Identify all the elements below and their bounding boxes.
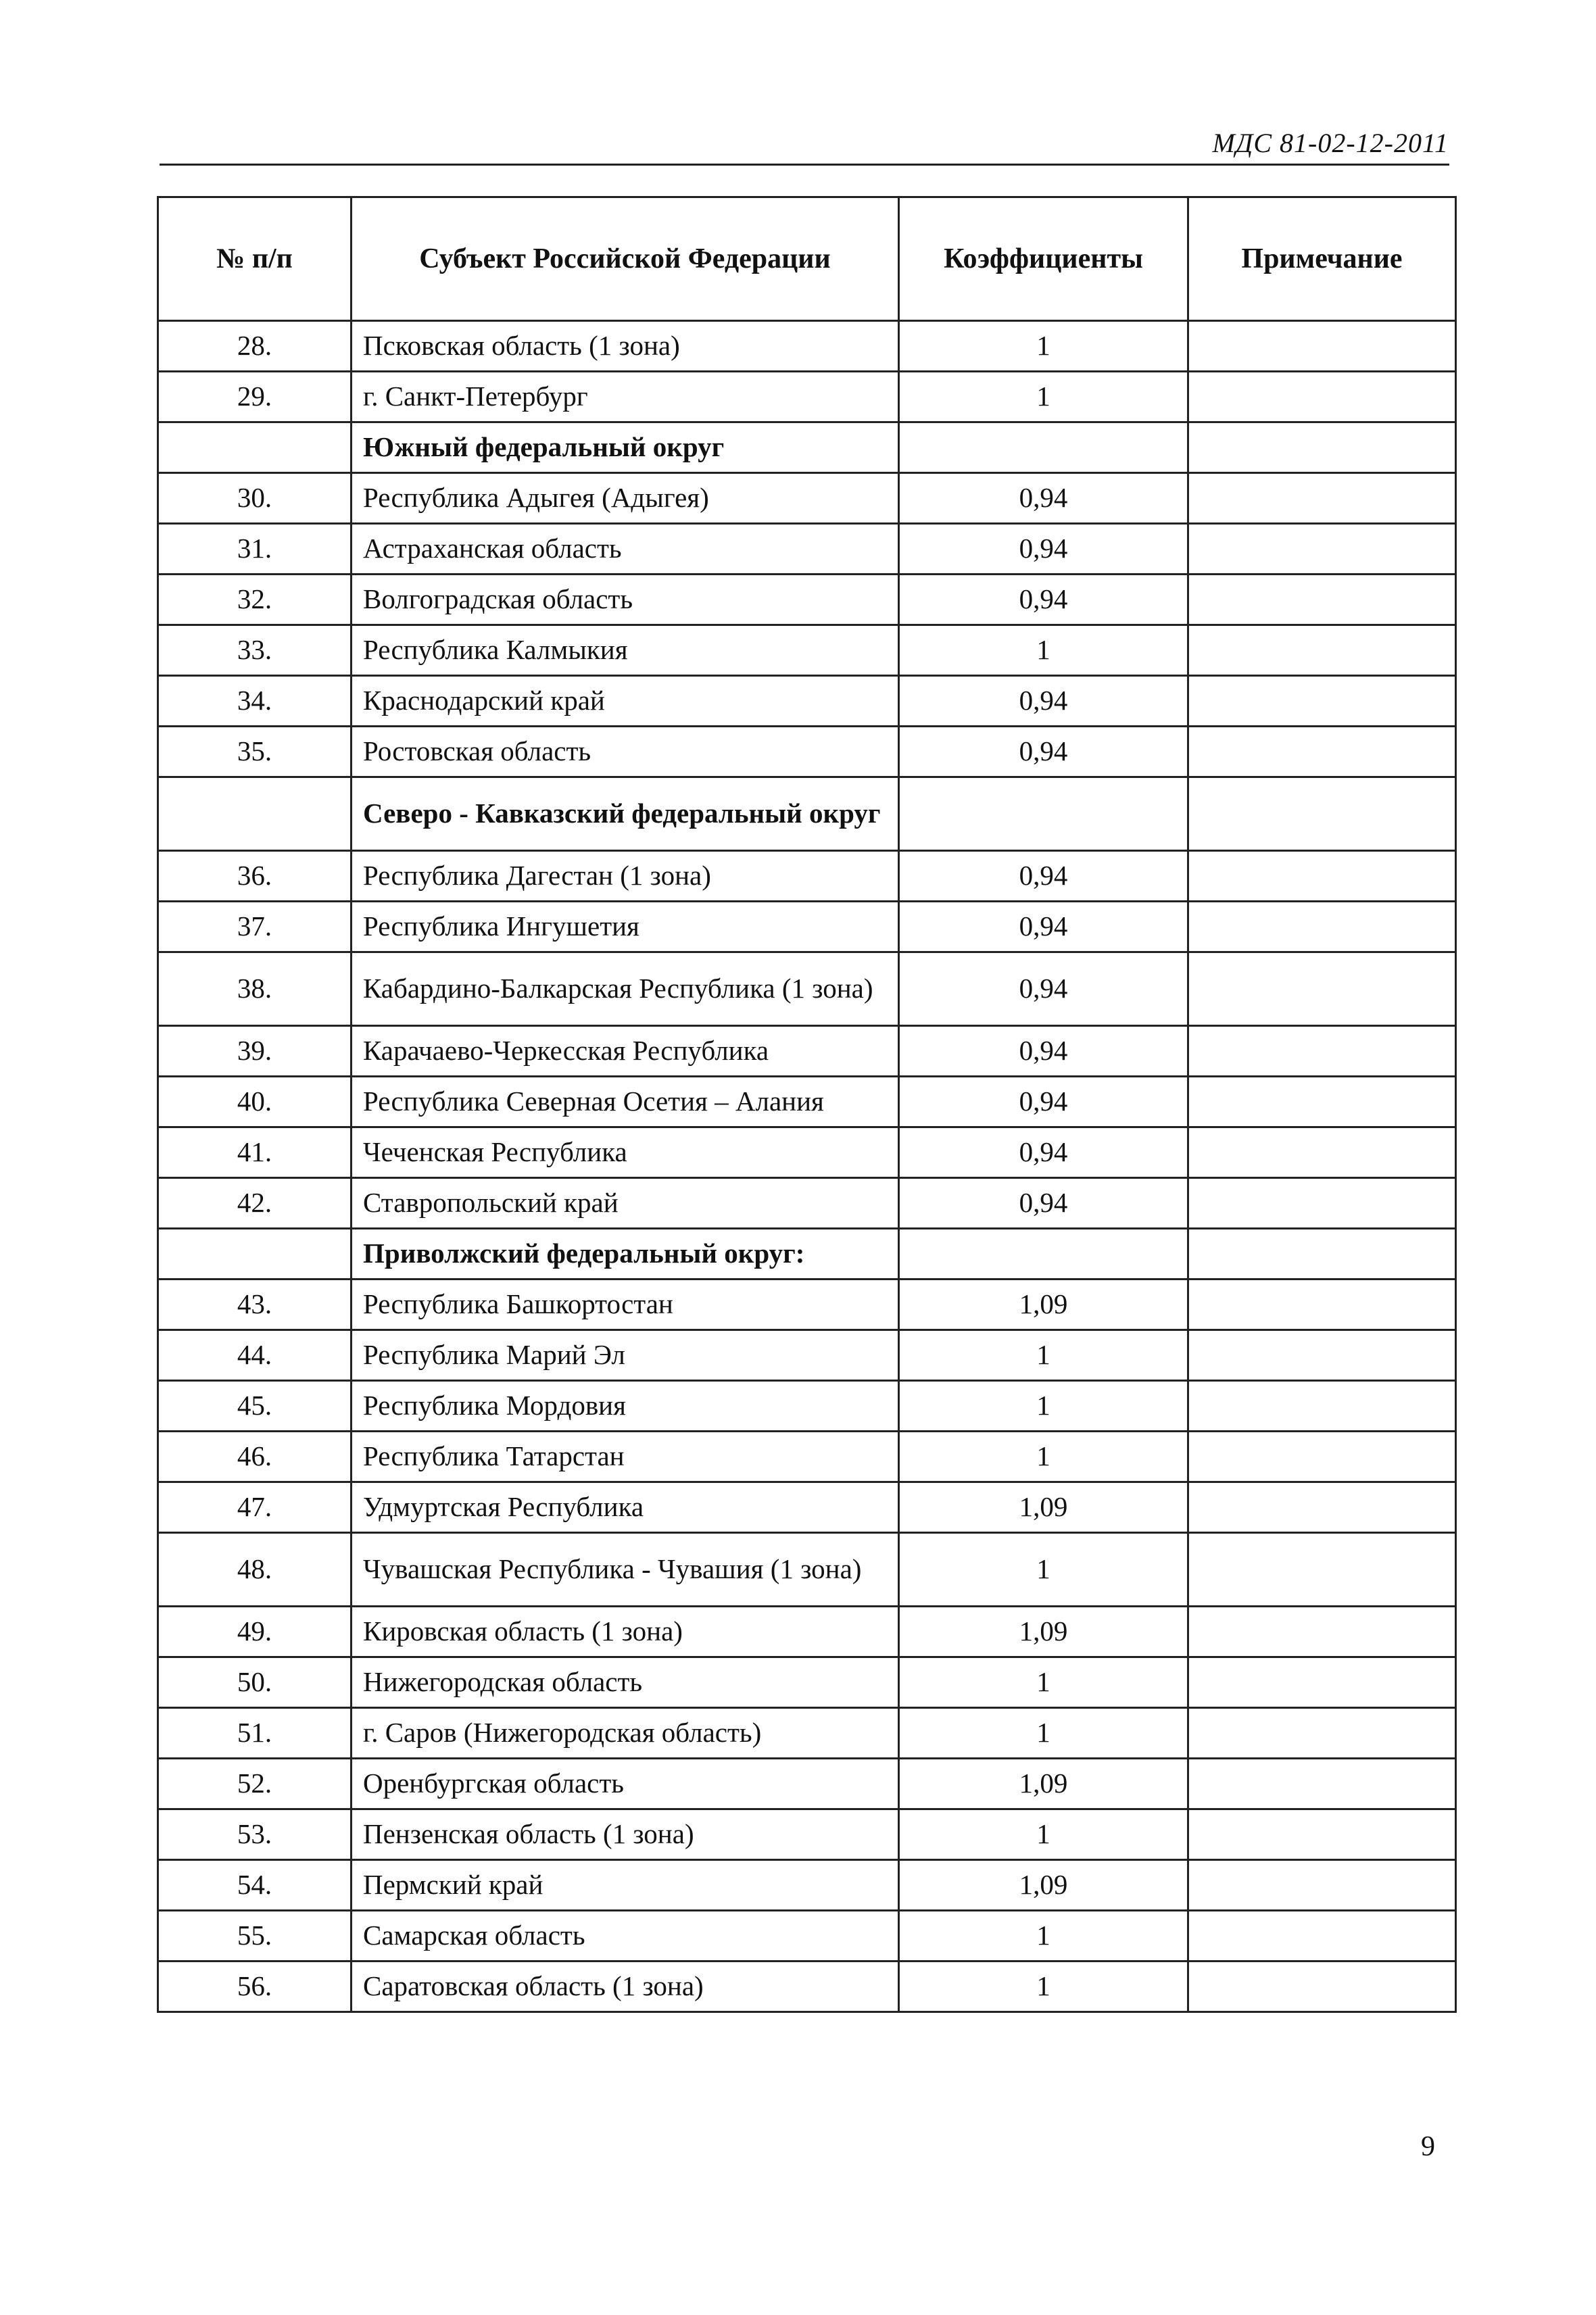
section-row — [158, 777, 1456, 851]
subject-cell: Чувашская Республика - Чувашия (1 зона) — [352, 1533, 899, 1607]
table-row — [158, 851, 1456, 902]
header-subject: Субъект Российской Федерации — [352, 197, 899, 321]
table-row — [158, 1280, 1456, 1330]
table-row — [158, 1911, 1456, 1961]
table-row — [158, 575, 1456, 625]
note-cell — [1188, 1178, 1456, 1229]
coefficient-cell: 0,94 — [899, 676, 1188, 727]
table-row — [158, 1127, 1456, 1178]
document-code: МДС 81-02-12-2011 — [1212, 128, 1449, 158]
note-cell — [1188, 1809, 1456, 1860]
table-row — [158, 1708, 1456, 1759]
coefficient-cell: 1 — [899, 1809, 1188, 1860]
note-cell — [1188, 1127, 1456, 1178]
subject-cell: Нижегородская область — [352, 1657, 899, 1708]
row-number-cell: 50. — [158, 1657, 352, 1708]
subject-cell: Республика Калмыкия — [352, 625, 899, 676]
row-number-cell: 48. — [158, 1533, 352, 1607]
coefficient-cell: 1 — [899, 1381, 1188, 1432]
subject-cell: Самарская область — [352, 1911, 899, 1961]
coefficient-cell: 1 — [899, 1911, 1188, 1961]
subject-cell: Кировская область (1 зона) — [352, 1607, 899, 1657]
subject-cell: Карачаево-Черкесская Республика — [352, 1026, 899, 1077]
note-cell — [1188, 1330, 1456, 1381]
coefficient-cell — [899, 777, 1188, 851]
note-cell — [1188, 1381, 1456, 1432]
coefficient-cell: 0,94 — [899, 902, 1188, 952]
note-cell — [1188, 851, 1456, 902]
row-number-cell: 42. — [158, 1178, 352, 1229]
subject-cell: Республика Марий Эл — [352, 1330, 899, 1381]
row-number-cell: 37. — [158, 902, 352, 952]
row-number-cell: 45. — [158, 1381, 352, 1432]
coefficient-cell: 0,94 — [899, 1077, 1188, 1127]
table-row — [158, 1077, 1456, 1127]
note-cell — [1188, 1759, 1456, 1809]
subject-cell: Республика Дагестан (1 зона) — [352, 851, 899, 902]
coefficient-cell: 0,94 — [899, 575, 1188, 625]
note-cell — [1188, 1961, 1456, 2012]
row-number-cell: 54. — [158, 1860, 352, 1911]
note-cell — [1188, 1077, 1456, 1127]
row-number-cell: 46. — [158, 1432, 352, 1482]
section-title-cell: Северо - Кавказский федеральный округ — [352, 777, 899, 851]
coefficients-table — [157, 196, 1457, 2013]
note-cell — [1188, 777, 1456, 851]
coefficient-cell: 0,94 — [899, 851, 1188, 902]
row-number-cell — [158, 777, 352, 851]
table-row — [158, 473, 1456, 524]
table-row — [158, 1809, 1456, 1860]
table-row — [158, 524, 1456, 575]
row-number-cell: 51. — [158, 1708, 352, 1759]
note-cell — [1188, 422, 1456, 473]
row-number-cell: 31. — [158, 524, 352, 575]
row-number-cell: 56. — [158, 1961, 352, 2012]
row-number-cell: 34. — [158, 676, 352, 727]
page-number: 9 — [1421, 2131, 1435, 2162]
subject-cell: Республика Башкортостан — [352, 1280, 899, 1330]
subject-cell: Республика Ингушетия — [352, 902, 899, 952]
note-cell — [1188, 575, 1456, 625]
row-number-cell: 32. — [158, 575, 352, 625]
coefficient-cell: 0,94 — [899, 1127, 1188, 1178]
subject-cell: г. Санкт-Петербург — [352, 372, 899, 422]
coefficient-cell — [899, 422, 1188, 473]
note-cell — [1188, 1229, 1456, 1280]
note-cell — [1188, 1657, 1456, 1708]
row-number-cell — [158, 422, 352, 473]
section-row — [158, 1229, 1456, 1280]
coefficient-cell: 1 — [899, 321, 1188, 372]
note-cell — [1188, 902, 1456, 952]
table-row — [158, 1860, 1456, 1911]
note-cell — [1188, 676, 1456, 727]
row-number-cell: 29. — [158, 372, 352, 422]
note-cell — [1188, 524, 1456, 575]
coefficient-cell: 0,94 — [899, 473, 1188, 524]
table-row — [158, 902, 1456, 952]
note-cell — [1188, 1432, 1456, 1482]
header-num: № п/п — [158, 197, 352, 321]
subject-cell: Оренбургская область — [352, 1759, 899, 1809]
row-number-cell: 41. — [158, 1127, 352, 1178]
row-number-cell: 30. — [158, 473, 352, 524]
row-number-cell: 39. — [158, 1026, 352, 1077]
note-cell — [1188, 1708, 1456, 1759]
subject-cell: Республика Татарстан — [352, 1432, 899, 1482]
row-number-cell: 47. — [158, 1482, 352, 1533]
header-coefficient: Коэффициенты — [899, 197, 1188, 321]
coefficient-cell: 0,94 — [899, 1178, 1188, 1229]
table-row — [158, 1961, 1456, 2012]
note-cell — [1188, 1860, 1456, 1911]
table-row — [158, 1607, 1456, 1657]
row-number-cell: 55. — [158, 1911, 352, 1961]
note-cell — [1188, 1026, 1456, 1077]
note-cell — [1188, 321, 1456, 372]
subject-cell: Республика Мордовия — [352, 1381, 899, 1432]
subject-cell: Волгоградская область — [352, 575, 899, 625]
coefficient-cell: 1 — [899, 1533, 1188, 1607]
table-row — [158, 1178, 1456, 1229]
subject-cell: Пензенская область (1 зона) — [352, 1809, 899, 1860]
subject-cell: Ростовская область — [352, 727, 899, 777]
table-row — [158, 372, 1456, 422]
coefficient-cell: 1 — [899, 1708, 1188, 1759]
table-row — [158, 1657, 1456, 1708]
row-number-cell: 38. — [158, 952, 352, 1026]
section-row — [158, 422, 1456, 473]
note-cell — [1188, 1533, 1456, 1607]
coefficient-cell: 1 — [899, 625, 1188, 676]
table-row — [158, 1482, 1456, 1533]
coefficient-cell: 0,94 — [899, 524, 1188, 575]
table-row — [158, 1759, 1456, 1809]
table-row — [158, 625, 1456, 676]
subject-cell: Саратовская область (1 зона) — [352, 1961, 899, 2012]
note-cell — [1188, 372, 1456, 422]
note-cell — [1188, 727, 1456, 777]
row-number-cell — [158, 1229, 352, 1280]
header-divider — [160, 164, 1449, 166]
table-row — [158, 1330, 1456, 1381]
coefficient-cell: 0,94 — [899, 727, 1188, 777]
section-title-cell: Приволжский федеральный округ: — [352, 1229, 899, 1280]
coefficient-cell: 1,09 — [899, 1607, 1188, 1657]
table-row — [158, 1026, 1456, 1077]
row-number-cell: 43. — [158, 1280, 352, 1330]
row-number-cell: 33. — [158, 625, 352, 676]
subject-cell: Ставропольский край — [352, 1178, 899, 1229]
note-cell — [1188, 625, 1456, 676]
subject-cell: Удмуртская Республика — [352, 1482, 899, 1533]
subject-cell: г. Саров (Нижегородская область) — [352, 1708, 899, 1759]
table-row — [158, 1432, 1456, 1482]
subject-cell: Чеченская Республика — [352, 1127, 899, 1178]
subject-cell: Кабардино-Балкарская Республика (1 зона) — [352, 952, 899, 1026]
table-row — [158, 676, 1456, 727]
row-number-cell: 35. — [158, 727, 352, 777]
row-number-cell: 36. — [158, 851, 352, 902]
row-number-cell: 28. — [158, 321, 352, 372]
coefficient-cell: 1,09 — [899, 1482, 1188, 1533]
coefficient-cell: 0,94 — [899, 1026, 1188, 1077]
table-row — [158, 727, 1456, 777]
subject-cell: Республика Северная Осетия – Алания — [352, 1077, 899, 1127]
subject-cell: Псковская область (1 зона) — [352, 321, 899, 372]
note-cell — [1188, 1911, 1456, 1961]
row-number-cell: 44. — [158, 1330, 352, 1381]
subject-cell: Астраханская область — [352, 524, 899, 575]
row-number-cell: 53. — [158, 1809, 352, 1860]
coefficient-cell: 1 — [899, 372, 1188, 422]
table-row — [158, 1381, 1456, 1432]
coefficient-cell — [899, 1229, 1188, 1280]
table-row — [158, 321, 1456, 372]
note-cell — [1188, 473, 1456, 524]
note-cell — [1188, 1280, 1456, 1330]
table-row — [158, 952, 1456, 1026]
coefficient-cell: 1 — [899, 1330, 1188, 1381]
subject-cell: Республика Адыгея (Адыгея) — [352, 473, 899, 524]
note-cell — [1188, 952, 1456, 1026]
note-cell — [1188, 1607, 1456, 1657]
row-number-cell: 40. — [158, 1077, 352, 1127]
table-row — [158, 1533, 1456, 1607]
coefficient-cell: 0,94 — [899, 952, 1188, 1026]
row-number-cell: 49. — [158, 1607, 352, 1657]
coefficient-cell: 1 — [899, 1432, 1188, 1482]
subject-cell: Пермский край — [352, 1860, 899, 1911]
coefficient-cell: 1,09 — [899, 1280, 1188, 1330]
coefficient-cell: 1 — [899, 1657, 1188, 1708]
row-number-cell: 52. — [158, 1759, 352, 1809]
note-cell — [1188, 1482, 1456, 1533]
subject-cell: Краснодарский край — [352, 676, 899, 727]
header-note: Примечание — [1188, 197, 1456, 321]
table-header-row — [158, 197, 1456, 321]
coefficient-cell: 1 — [899, 1961, 1188, 2012]
coefficient-cell: 1,09 — [899, 1860, 1188, 1911]
coefficient-cell: 1,09 — [899, 1759, 1188, 1809]
section-title-cell: Южный федеральный округ — [352, 422, 899, 473]
table-body — [158, 321, 1456, 2012]
